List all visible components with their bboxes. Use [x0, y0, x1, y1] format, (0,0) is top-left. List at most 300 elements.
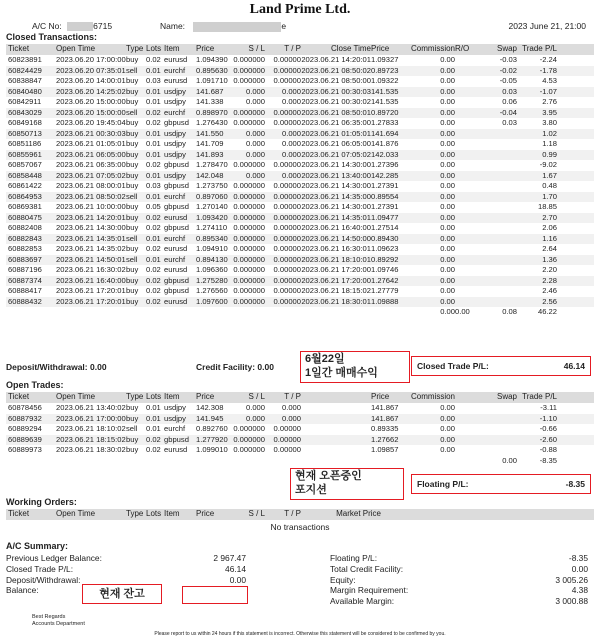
table-cell — [455, 213, 481, 224]
table-cell: buy — [126, 76, 139, 85]
table-cell: 2.76 — [542, 97, 557, 106]
table-row — [6, 265, 594, 276]
table-cell: 60883697 — [8, 254, 42, 264]
table-cell: 2023.06.21 17:00:00 — [56, 413, 126, 423]
table-cell: 0.01 — [146, 424, 161, 433]
closed-transactions-table — [6, 44, 594, 318]
table-cell: 0.03 — [146, 76, 161, 85]
table-row — [6, 445, 594, 456]
table-cell: 18.85 — [537, 202, 557, 211]
table-cell: eurchf — [164, 233, 186, 243]
table-cell: 141.876 — [371, 139, 399, 148]
column-header: Open Time — [56, 392, 96, 401]
table-cell: 1.275280 — [196, 275, 228, 285]
empty-message: No transactions — [270, 522, 330, 532]
empty-cell — [6, 307, 56, 318]
table-cell: buy — [126, 296, 139, 306]
table-cell: 2023.06.21 08:00:01 — [56, 181, 126, 190]
table-cell — [455, 276, 481, 287]
account-number: A/C No: 6715 — [32, 21, 113, 31]
table-cell: sell — [126, 424, 138, 433]
table-cell: 1.27391 — [371, 181, 399, 190]
empty-cell — [230, 307, 265, 318]
column-header: Item — [164, 44, 180, 53]
table-cell: buy — [126, 434, 139, 444]
table-cell: 0.01 — [146, 170, 161, 180]
table-cell: 2023.06.21 06:05:00 — [301, 139, 371, 148]
table-cell: 2023.06.21 13:40:02 — [56, 403, 126, 412]
table-cell: 0.000 — [245, 139, 265, 148]
table-cell: 0.000 — [281, 86, 301, 96]
table-header — [6, 392, 594, 403]
column-header: Price — [196, 44, 215, 53]
summary-row — [330, 596, 588, 607]
table-cell: 2023.06.21 14:50:00 — [301, 233, 371, 243]
table-cell: 0.01 — [146, 233, 161, 243]
table-row — [6, 150, 594, 161]
table-cell: 0.00000 — [273, 424, 301, 433]
summary-value: 0.00 — [229, 574, 246, 585]
column-header: Price — [196, 392, 215, 401]
table-row — [6, 424, 594, 435]
table-cell — [455, 118, 481, 129]
table-row — [6, 286, 594, 297]
column-header: Price — [196, 509, 215, 518]
column-header: T / P — [284, 392, 301, 401]
table-cell — [455, 255, 481, 266]
open-trades-title: Open Trades: — [6, 380, 64, 390]
table-row — [6, 181, 594, 192]
table-cell: 0.01 — [146, 65, 161, 75]
empty-cell — [146, 456, 164, 467]
column-header: Type — [126, 392, 144, 401]
table-cell: eurchf — [164, 424, 186, 433]
table-cell: 142.308 — [196, 403, 224, 412]
table-cell: 141.867 — [371, 413, 399, 423]
table-cell: 1.094910 — [196, 244, 228, 253]
table-cell: 1.27396 — [371, 160, 399, 169]
table-cell: 1.09746 — [371, 265, 399, 274]
table-cell: 0.000000 — [233, 254, 265, 264]
table-cell: 1.09623 — [371, 244, 399, 253]
table-cell: 2.28 — [542, 275, 557, 285]
table-row — [6, 192, 594, 203]
column-header: Open Time — [56, 44, 96, 53]
table-cell: 60851186 — [8, 139, 42, 148]
table-cell: 2.20 — [542, 265, 557, 274]
summary-value: 3 005.26 — [555, 574, 588, 585]
total-cell: 0.00 — [455, 307, 470, 316]
table-cell: eurusd — [164, 265, 188, 274]
table-cell: 1.09477 — [371, 212, 399, 222]
table-cell: 2023.06.20 15:00:00 — [56, 107, 126, 117]
table-cell: 0.000 — [245, 149, 265, 159]
table-cell: buy — [126, 265, 139, 274]
table-cell: usdjpy — [164, 170, 186, 180]
table-cell — [455, 129, 481, 140]
table-cell: 0.000000 — [233, 223, 265, 232]
table-cell: 2023.06.21 14:35:01 — [301, 212, 371, 222]
table-cell: 0.00000 — [273, 286, 301, 295]
table-cell — [455, 424, 481, 435]
table-cell: 1.096360 — [196, 265, 228, 274]
working-orders-title: Working Orders: — [6, 497, 77, 507]
table-cell — [301, 424, 371, 435]
table-cell: 2023.06.21 06:35:00 — [56, 160, 126, 169]
table-cell: 60843029 — [8, 107, 42, 117]
table-cell: 0.89292 — [371, 254, 399, 264]
table-cell: 0.00000 — [273, 55, 301, 64]
table-cell — [455, 265, 481, 276]
table-cell: 0.000 — [281, 139, 301, 148]
table-cell — [455, 244, 481, 255]
total-cell: -8.35 — [539, 455, 557, 465]
table-cell: 2023.06.21 18:10:01 — [301, 254, 371, 264]
table-cell: 60889973 — [8, 445, 42, 454]
table-cell: 0.00 — [440, 107, 455, 117]
table-cell: gbpusd — [164, 223, 189, 232]
table-cell: 0.000000 — [233, 118, 265, 127]
table-cell: 0.00 — [440, 76, 455, 85]
table-cell: 141.550 — [196, 128, 224, 138]
company-title: Land Prime Ltd. — [249, 2, 351, 17]
table-cell — [301, 414, 371, 425]
table-row — [6, 160, 594, 171]
table-cell — [301, 445, 371, 456]
table-cell — [481, 276, 517, 287]
table-cell: 2023.06.21 14:35:01 — [56, 233, 126, 243]
table-cell: 0.00 — [440, 286, 455, 295]
redacted-block — [67, 22, 93, 31]
table-cell: 60855961 — [8, 149, 42, 159]
table-cell: 2023.06.21 08:50:01 — [301, 107, 371, 117]
table-cell: 2023.06.21 17:20:01 — [56, 296, 126, 306]
table-cell: 2023.06.21 08:50:00 — [301, 76, 371, 85]
table-cell: 0.00 — [440, 254, 455, 264]
table-cell: 0.000 — [245, 97, 265, 106]
table-cell: 2.06 — [542, 223, 557, 232]
table-row — [6, 66, 594, 77]
table-cell: 2023.06.21 13:40:00 — [301, 170, 371, 180]
table-cell: usdjpy — [164, 149, 186, 159]
table-cell: -2.60 — [539, 434, 557, 444]
table-cell: 0.02 — [146, 244, 161, 253]
column-header: Swap — [496, 44, 517, 53]
table-cell: eurusd — [164, 212, 188, 222]
table-cell: 0.897060 — [196, 191, 228, 201]
table-cell: 2023.06.21 17:20:00 — [301, 275, 371, 285]
empty-cell — [265, 307, 301, 318]
table-cell: 0.00000 — [273, 76, 301, 85]
table-cell: -0.66 — [539, 424, 557, 433]
table-cell: 142.033 — [371, 149, 399, 159]
table-cell — [455, 445, 481, 456]
table-cell: 60878456 — [8, 403, 42, 412]
table-cell: 141.338 — [196, 97, 224, 106]
summary-value: 46.14 — [225, 563, 246, 574]
table-cell: gbpusd — [164, 275, 189, 285]
table-cell: 60887932 — [8, 413, 42, 423]
table-cell — [455, 435, 481, 446]
table-cell: buy — [126, 118, 139, 127]
table-cell — [481, 181, 517, 192]
table-cell: 3.80 — [542, 118, 557, 127]
column-header: Open Time — [56, 509, 96, 518]
table-cell: 0.000000 — [233, 65, 265, 75]
table-cell: buy — [126, 223, 139, 232]
table-cell — [481, 297, 517, 308]
table-cell: -0.88 — [539, 445, 557, 454]
table-cell: 0.000000 — [233, 445, 265, 454]
table-cell: 0.01 — [146, 86, 161, 96]
table-row — [6, 414, 594, 425]
column-header: Item — [164, 509, 180, 518]
table-cell — [455, 297, 481, 308]
table-cell: eurusd — [164, 76, 188, 85]
totals-row — [6, 307, 594, 318]
table-cell: 60850713 — [8, 128, 42, 138]
table-cell: 2023.06.21 06:05:00 — [56, 149, 126, 159]
table-cell: sell — [126, 65, 138, 75]
table-cell: 0.01 — [146, 413, 161, 423]
table-cell: 2023.06.21 14:35:00 — [301, 191, 371, 201]
table-cell — [455, 181, 481, 192]
column-header: S / L — [248, 392, 265, 401]
annotation-open-positions: 현재 오픈중인 포지션 — [290, 468, 404, 500]
table-cell: 0.03 — [146, 181, 161, 190]
table-cell: 0.06 — [502, 97, 517, 106]
table-cell: 0.000000 — [233, 244, 265, 253]
empty-cell — [164, 307, 196, 318]
table-cell: 2023.06.20 14:00:01 — [56, 76, 126, 85]
annotation-current-balance: 현재 잔고 — [82, 584, 162, 604]
table-cell: buy — [126, 286, 139, 295]
table-cell: eurusd — [164, 55, 188, 64]
table-cell: 1.273750 — [196, 181, 228, 190]
table-row — [6, 139, 594, 150]
empty-cell — [455, 456, 481, 467]
table-row — [6, 244, 594, 255]
table-cell: 1.09857 — [371, 445, 399, 454]
table-cell: 60880475 — [8, 212, 42, 222]
column-header: S / L — [248, 509, 265, 518]
table-cell: 141.709 — [196, 139, 224, 148]
table-cell — [455, 76, 481, 87]
table-row — [6, 118, 594, 129]
table-cell: 0.00 — [440, 424, 455, 433]
table-cell: 2023.06.21 07:05:02 — [56, 170, 126, 180]
empty-cell — [371, 307, 407, 318]
table-cell — [455, 403, 481, 414]
table-cell: 0.00000 — [273, 65, 301, 75]
table-cell: 2023.06.21 08:50:02 — [301, 65, 371, 75]
table-cell: 0.000 — [281, 97, 301, 106]
table-row — [6, 276, 594, 287]
floating-pl-box: Floating P/L: -8.35 — [411, 474, 591, 494]
table-cell: 2023.06.21 14:35:02 — [56, 244, 126, 253]
table-cell: gbpusd — [164, 434, 189, 444]
column-header: Lots — [146, 392, 162, 401]
table-cell: 0.00000 — [273, 265, 301, 274]
table-cell: 0.01 — [146, 139, 161, 148]
table-cell: 60882408 — [8, 223, 42, 232]
table-body — [6, 403, 594, 466]
table-cell — [455, 223, 481, 234]
table-cell: 0.894130 — [196, 254, 228, 264]
table-cell: 0.895340 — [196, 233, 228, 243]
table-cell: -1.78 — [539, 65, 557, 75]
summary-row — [330, 585, 588, 596]
table-row — [6, 129, 594, 140]
table-cell: 0.00000 — [273, 223, 301, 232]
table-cell: 0.48 — [542, 181, 557, 190]
table-cell: -1.07 — [539, 86, 557, 96]
table-cell: 0.03 — [502, 86, 517, 96]
table-cell: 0.000 — [245, 413, 265, 423]
table-body — [6, 55, 594, 318]
table-cell: 141.535 — [371, 86, 399, 96]
table-cell: buy — [126, 202, 139, 211]
table-cell: 60887374 — [8, 275, 42, 285]
table-cell: usdjpy — [164, 97, 186, 106]
table-cell: 0.99 — [542, 149, 557, 159]
table-cell: 0.000000 — [233, 202, 265, 211]
table-cell: 2023.06.21 16:40:00 — [56, 275, 126, 285]
table-cell: buy — [126, 160, 139, 169]
table-cell: 0.89335 — [371, 424, 399, 433]
table-cell: 0.000000 — [233, 55, 265, 64]
table-cell: 60840480 — [8, 86, 42, 96]
table-cell: usdjpy — [164, 139, 186, 148]
table-cell: 2023.06.21 16:40:00 — [301, 223, 371, 232]
empty-cell — [126, 307, 146, 318]
table-cell: 0.00000 — [273, 254, 301, 264]
table-cell: 0.01 — [146, 254, 161, 264]
table-cell: 0.000000 — [233, 424, 265, 433]
table-cell: 2023.06.21 14:20:01 — [301, 55, 371, 64]
table-cell: 2023.06.21 14:20:01 — [56, 212, 126, 222]
table-cell: 1.27391 — [371, 202, 399, 211]
table-cell — [455, 234, 481, 245]
column-header: Trade P/L — [522, 392, 557, 401]
table-cell: 0.00 — [440, 403, 455, 412]
table-cell: 0.02 — [146, 223, 161, 232]
table-cell — [455, 55, 481, 66]
table-cell: 2023.06.21 18:30:02 — [56, 445, 126, 454]
table-cell: 1.097600 — [196, 296, 228, 306]
table-cell — [455, 97, 481, 108]
table-cell: 2023.06.21 14:30:00 — [56, 223, 126, 232]
table-cell: 0.00000 — [273, 181, 301, 190]
table-cell: 1.27833 — [371, 118, 399, 127]
summary-label: Balance: — [6, 585, 39, 596]
table-cell: 0.000 — [281, 170, 301, 180]
table-cell: usdjpy — [164, 128, 186, 138]
empty-cell — [126, 456, 146, 467]
summary-right — [330, 553, 588, 607]
table-cell: 0.02 — [146, 160, 161, 169]
table-cell: 60864953 — [8, 191, 42, 201]
table-cell: 0.00 — [440, 118, 455, 127]
table-cell: 0.000000 — [233, 286, 265, 295]
table-cell — [481, 160, 517, 171]
table-cell: -0.02 — [499, 65, 517, 75]
table-cell: buy — [126, 413, 139, 423]
table-cell: 1.093420 — [196, 212, 228, 222]
table-cell: 0.00 — [440, 160, 455, 169]
column-header: Commission — [410, 44, 455, 53]
annotation-daily-profit: 6월22일 1일간 매매수익 — [300, 351, 410, 383]
table-cell: 0.00 — [440, 296, 455, 306]
table-cell: 2023.06.21 18:15:02 — [56, 434, 126, 444]
table-cell: 2023.06.21 18:15:02 — [301, 286, 371, 295]
table-cell: 0.89430 — [371, 233, 399, 243]
table-cell: 0.000000 — [233, 76, 265, 85]
table-cell: 1.09327 — [371, 55, 399, 64]
table-cell: 2.64 — [542, 244, 557, 253]
table-cell: -0.05 — [499, 76, 517, 85]
table-cell: buy — [126, 212, 139, 222]
table-cell: 1.091710 — [196, 76, 228, 85]
summary-value: 3 000.88 — [555, 596, 588, 607]
column-header: Commission — [410, 392, 455, 401]
table-cell — [481, 213, 517, 224]
table-cell: buy — [126, 149, 139, 159]
table-cell: 2023.06.21 16:30:01 — [301, 244, 371, 253]
confirmation-note: Please report to us within 24 hours if this statement is incorrect. Otherwise this statement will be considered to be confirmed by you. — [154, 631, 446, 637]
table-cell: 2023.06.21 14:30:00 — [301, 181, 371, 190]
table-cell: 0.000000 — [233, 212, 265, 222]
summary-label: Previous Ledger Balance: — [6, 553, 102, 563]
table-cell: 0.02 — [146, 118, 161, 127]
table-cell: -1.10 — [539, 413, 557, 423]
table-cell: 0.02 — [146, 55, 161, 64]
table-cell: 0.00 — [440, 445, 455, 454]
table-header — [6, 509, 594, 520]
table-cell: buy — [126, 181, 139, 190]
table-cell: 1.27514 — [371, 223, 399, 232]
table-cell: buy — [126, 86, 139, 96]
table-cell: usdjpy — [164, 413, 186, 423]
total-cell: 46.22 — [537, 307, 557, 316]
table-cell: 2023.06.20 15:00:00 — [56, 97, 126, 106]
empty-cell — [146, 307, 164, 318]
table-cell: 0.89554 — [371, 191, 399, 201]
summary-value: 4.38 — [571, 585, 588, 596]
table-cell: 0.00 — [440, 181, 455, 190]
table-cell: -9.02 — [539, 160, 557, 169]
table-cell — [455, 87, 481, 98]
table-cell: 0.000000 — [233, 191, 265, 201]
table-cell: buy — [126, 403, 139, 412]
table-cell: 4.53 — [542, 76, 557, 85]
table-cell: sell — [126, 233, 138, 243]
table-cell: usdjpy — [164, 403, 186, 412]
table-cell: gbpusd — [164, 118, 189, 127]
regards: Best Regards — [32, 614, 66, 620]
table-cell: 0.00000 — [273, 275, 301, 285]
table-cell: 0.02 — [146, 296, 161, 306]
empty-cell — [301, 307, 371, 318]
table-cell: 0.000 — [281, 413, 301, 423]
table-cell: 2023.06.21 14:50:01 — [56, 254, 126, 264]
empty-cell — [265, 456, 301, 467]
table-cell: 0.00000 — [273, 212, 301, 222]
summary-row — [6, 564, 246, 575]
table-cell: 3.95 — [542, 107, 557, 117]
closed-transactions-title: Closed Transactions: — [6, 32, 98, 42]
table-cell: 2023.06.20 19:45:04 — [56, 118, 126, 127]
